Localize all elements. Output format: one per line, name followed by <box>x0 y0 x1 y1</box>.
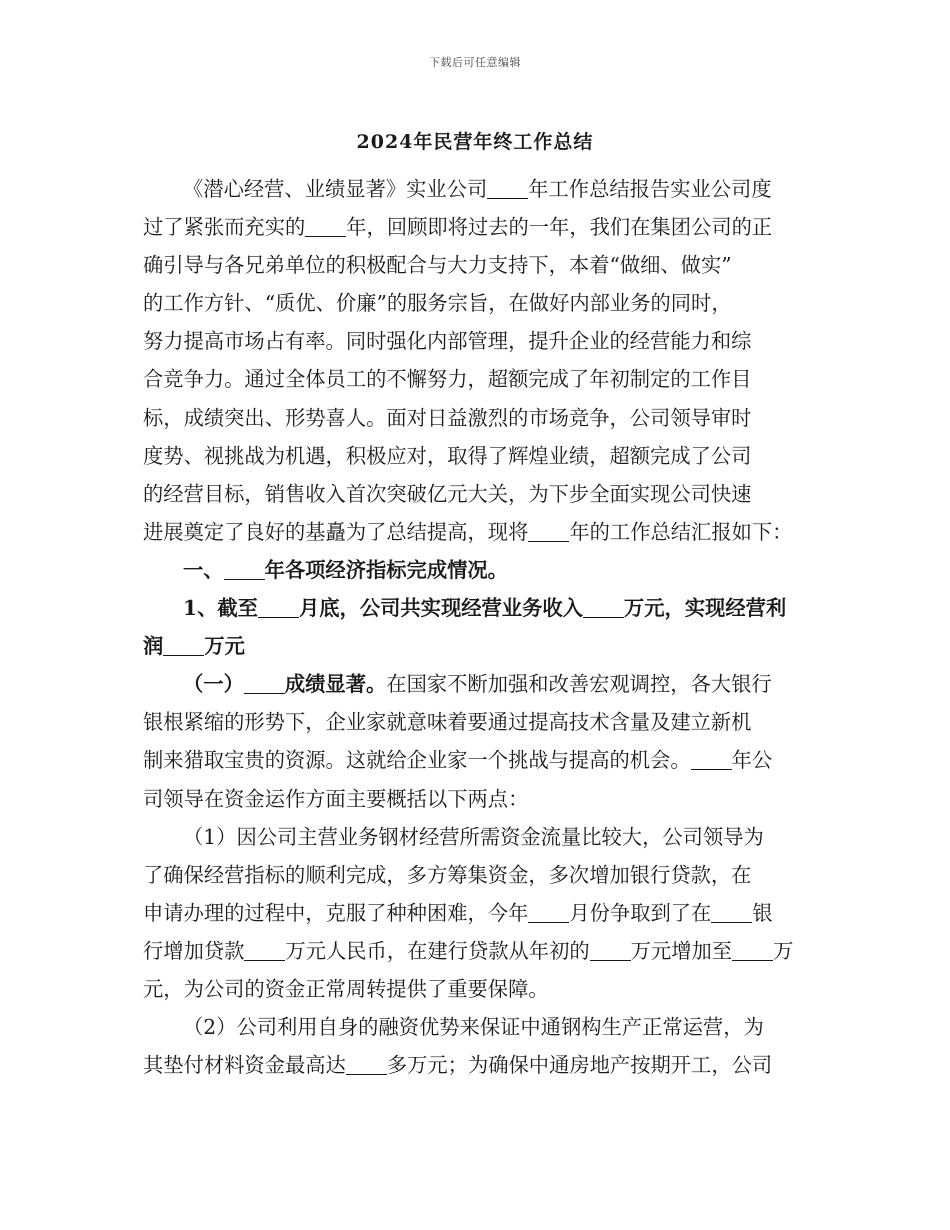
subsection-heading: 1、截至 月底，公司共实现经营业务收入 万元，实现经营利 <box>183 596 787 621</box>
paragraph-line: 确引导与各兄弟单位的积极配合与大力支持下，本着“做细、做实” <box>143 253 732 278</box>
blank-underline <box>732 940 773 961</box>
paragraph-line: 努力提高市场占有率。同时强化内部管理，提升企业的经营能力和综 <box>143 329 752 354</box>
blank-underline <box>590 940 631 961</box>
blank-underline <box>487 178 528 199</box>
blank-underline <box>691 749 732 770</box>
section-heading: 一、 年各项经济指标完成情况。 <box>183 557 508 582</box>
paragraph-line: 司领导在资金运作方面主要概括以下两点： <box>143 786 529 811</box>
paragraph-line: （1）因公司主营业务钢材经营所需资金流量比较大，公司领导为 <box>183 824 764 849</box>
paragraph-line: 标，成绩突出、形势喜人。面对日益激烈的市场竞争，公司领导审时 <box>143 405 752 430</box>
paragraph-line: 其垫付材料资金最高达 多万元；为确保中通房地产按期开工，公司 <box>143 1053 773 1078</box>
blank-underline <box>244 940 285 961</box>
paragraph-line: 的工作方针、“质优、价廉”的服务宗旨，在做好内部业务的同时， <box>143 291 732 316</box>
paragraph-line: 元，为公司的资金正常周转提供了重要保障。 <box>143 976 549 1001</box>
blank-underline <box>583 597 624 618</box>
paragraph-line: （一） 成绩显著。在国家不断加强和改善宏观调控，各大银行 <box>183 672 772 697</box>
paragraph-line: 合竞争力。通过全体员工的不懈努力，超额完成了年初制定的工作目 <box>143 367 752 392</box>
blank-underline <box>224 559 265 580</box>
paragraph-line: 的经营目标，销售收入首次突破亿元大关，为下步全面实现公司快速 <box>143 481 752 506</box>
blank-underline <box>528 521 569 542</box>
header-note: 下载后可任意编辑 <box>429 56 521 69</box>
blank-underline <box>346 1054 387 1075</box>
paragraph-line: 进展奠定了良好的基矗为了总结提高，现将 年的工作总结汇报如下： <box>143 519 793 544</box>
blank-underline <box>528 902 569 923</box>
blank-underline <box>163 635 204 656</box>
paragraph-line: 了确保经营指标的顺利完成，多方筹集资金，多次增加银行贷款，在 <box>143 862 752 887</box>
document-body <box>143 170 811 1084</box>
paragraph-line: 银根紧缩的形势下，企业家就意味着要通过提高技术含量及建立新机 <box>143 710 752 735</box>
blank-underline <box>711 902 752 923</box>
blank-underline <box>305 216 346 237</box>
blank-underline <box>258 597 299 618</box>
document-title: 2024年民营年终工作总结 <box>356 131 594 153</box>
paragraph-line: 度势、视挑战为机遇，积极应对，取得了辉煌业绩，超额完成了公司 <box>143 443 752 468</box>
paragraph-line: 行增加贷款 万元人民币，在建行贷款从年初的 万元增加至 万 <box>143 938 794 963</box>
paragraph-line: 申请办理的过程中，克服了种种困难，今年 月份争取到了在 银 <box>143 900 773 925</box>
paragraph-line: 制来猎取宝贵的资源。这就给企业家一个挑战与提高的机会。 年公 <box>143 748 773 773</box>
paragraph-line: （2）公司利用自身的融资优势来保证中通钢构生产正常运营，为 <box>183 1015 764 1040</box>
paragraph-line: 过了紧张而充实的 年，回顾即将过去的一年，我们在集团公司的正 <box>143 215 773 240</box>
paragraph-line: 《潜心经营、业绩显著》实业公司 年工作总结报告实业公司度 <box>183 177 772 201</box>
subsection-heading: 润 万元 <box>143 634 245 659</box>
blank-underline <box>244 673 285 694</box>
